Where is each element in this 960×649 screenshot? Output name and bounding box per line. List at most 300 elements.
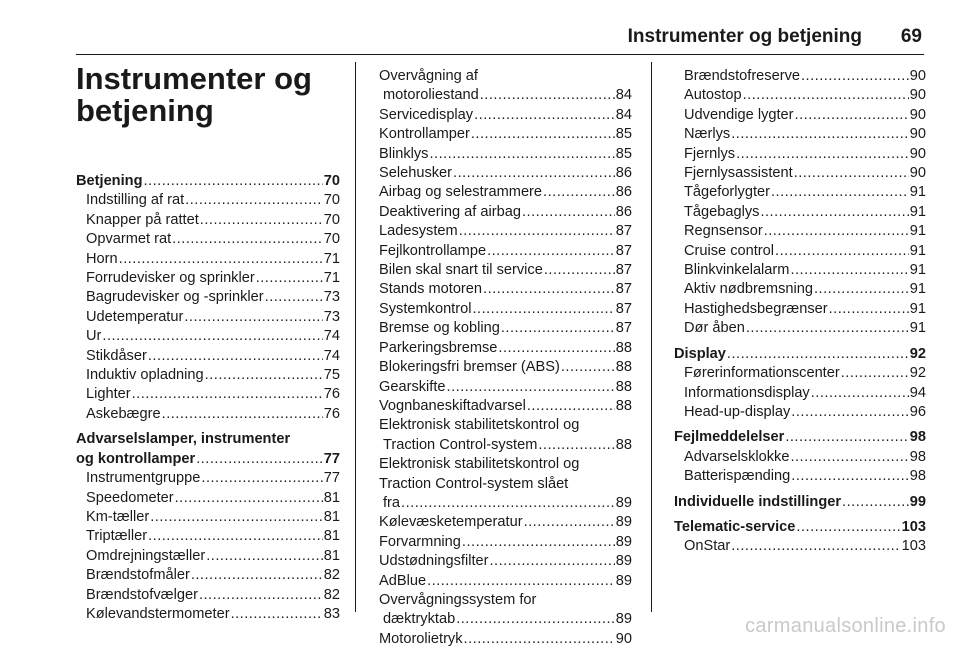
toc-entry[interactable] (674, 384, 926, 403)
toc-column-1 (76, 172, 340, 624)
toc-entry[interactable] (674, 448, 926, 467)
toc-entry-label: Airbag og selestrammere (379, 184, 543, 201)
toc-entry[interactable] (379, 572, 632, 591)
dot-leader (795, 106, 909, 125)
toc-entry[interactable] (379, 397, 632, 416)
toc-entry-label: Knapper på rattet (86, 211, 199, 228)
toc-entry-label: Triptæller (86, 528, 148, 545)
toc-entry-label: Km-tæller (86, 508, 150, 525)
toc-entry-label: dæktryktab (383, 611, 456, 628)
toc-entry-page-number: 87 (615, 300, 632, 317)
toc-entry-label: Ladesystem (379, 223, 458, 240)
toc-entry[interactable] (76, 385, 340, 404)
dot-leader (401, 494, 615, 513)
dot-leader (771, 183, 909, 202)
toc-entry-page-number: 70 (323, 211, 340, 228)
toc-entry-label: Hastighedsbegrænser (684, 300, 828, 317)
toc-entry[interactable] (76, 547, 340, 566)
toc-entry-page-number: 90 (909, 68, 926, 84)
dot-leader (764, 222, 909, 241)
dot-leader (790, 448, 908, 467)
toc-entry-label: Ur (86, 328, 102, 345)
toc-entry[interactable] (379, 630, 632, 649)
dot-leader (206, 547, 323, 566)
toc-entry[interactable] (674, 125, 926, 144)
page-header (76, 22, 924, 55)
toc-entry[interactable] (76, 566, 340, 585)
header-page-number: 69 (900, 26, 922, 47)
toc-entry-label: Fjernlys (684, 145, 736, 162)
column-divider-1 (355, 62, 356, 612)
dot-leader (746, 319, 909, 338)
toc-entry-page-number: 81 (323, 489, 340, 506)
dot-leader (200, 211, 323, 230)
toc-entry-label: Askebægre (86, 405, 161, 422)
toc-entry[interactable] (76, 405, 340, 424)
toc-entry[interactable] (674, 203, 926, 222)
toc-entry-label-line: Advarselslamper, instrumenter (76, 431, 291, 448)
toc-entry-page-number: 92 (909, 365, 926, 382)
toc-entry[interactable] (76, 586, 340, 605)
toc-entry-page-number: 84 (615, 106, 632, 123)
toc-entry-label: Blokeringsfri bremser (ABS) (379, 359, 560, 376)
toc-entry[interactable] (379, 533, 632, 552)
dot-leader (459, 222, 615, 241)
toc-entry-label: Bilen skal snart til service (379, 262, 543, 279)
dot-leader (483, 280, 615, 299)
toc-entry-page-number: 84 (615, 87, 632, 104)
toc-entry[interactable] (674, 183, 926, 202)
toc-entry-label: Speedometer (86, 489, 174, 506)
toc-entry[interactable] (379, 145, 632, 164)
dot-leader (191, 566, 323, 585)
dot-leader (490, 552, 615, 571)
toc-entry[interactable] (674, 280, 926, 299)
toc-entry-page-number: 91 (909, 223, 926, 240)
toc-entry[interactable] (674, 261, 926, 280)
toc-entry-page-number: 70 (323, 173, 340, 189)
toc-entry-page-number: 92 (909, 345, 926, 362)
toc-entry-page-number: 98 (909, 429, 926, 446)
toc-entry-label: Forrudevisker og sprinkler (86, 270, 255, 287)
toc-entry[interactable] (674, 319, 926, 338)
toc-entry-page-number: 103 (901, 518, 926, 535)
toc-entry-label: Batterispænding (684, 468, 791, 485)
toc-entry-label: Indstilling af rat (86, 192, 185, 209)
toc-entry-page-number: 87 (615, 320, 632, 337)
toc-entry-label: motoroliestand (383, 87, 479, 104)
dot-leader (201, 469, 322, 488)
toc-entry-label: Horn (86, 250, 118, 267)
toc-entry[interactable] (76, 211, 340, 230)
toc-entry[interactable] (674, 428, 926, 447)
toc-entry-label: Fjernlysassistent (684, 165, 793, 182)
toc-entry-label: Tågebaglys (684, 203, 760, 220)
dot-leader (543, 183, 615, 202)
dot-leader (731, 537, 900, 556)
toc-entry[interactable] (379, 591, 632, 630)
dot-leader (143, 172, 322, 191)
toc-entry-label: Servicedisplay (379, 106, 474, 123)
dot-leader (791, 467, 908, 486)
dot-leader (119, 250, 323, 269)
toc-entry[interactable] (76, 288, 340, 307)
dot-leader (538, 436, 614, 455)
dot-leader (829, 300, 909, 319)
dot-leader (184, 308, 322, 327)
toc-entry-label: Instrumentgruppe (86, 470, 201, 487)
toc-entry-page-number: 83 (323, 605, 340, 622)
toc-entry[interactable] (379, 552, 632, 571)
toc-entry-page-number: 90 (909, 87, 926, 104)
toc-entry[interactable] (674, 222, 926, 241)
dot-leader (841, 364, 909, 383)
toc-entry-label: Vognbaneskiftadvarsel (379, 397, 526, 414)
dot-leader (472, 300, 614, 319)
toc-entry-page-number: 74 (323, 347, 340, 364)
toc-entry[interactable] (76, 489, 340, 508)
toc-entry-page-number: 75 (323, 367, 340, 384)
dot-leader (132, 385, 323, 404)
toc-entry-label: Regnsensor (684, 223, 763, 240)
dot-leader (150, 508, 323, 527)
toc-entry-page-number: 73 (323, 289, 340, 306)
toc-entry[interactable] (379, 203, 632, 222)
toc-entry-label: Bagrudevisker og -sprinkler (86, 289, 264, 306)
toc-entry-label: Selehusker (379, 165, 453, 182)
toc-entry-label: Kølevæsketemperatur (379, 514, 523, 531)
toc-entry-label: Betjening (76, 173, 143, 189)
toc-entry[interactable] (674, 403, 926, 422)
toc-entry-label: Motorolietryk (379, 630, 463, 647)
dot-leader (429, 145, 614, 164)
toc-entry-label-line: Overvågning af (379, 68, 478, 84)
toc-entry-page-number: 73 (323, 308, 340, 325)
toc-entry-page-number: 82 (323, 586, 340, 603)
toc-entry-page-number: 96 (909, 403, 926, 420)
toc-entry[interactable] (674, 518, 926, 537)
toc-entry-label: Udvendige lygter (684, 106, 794, 123)
toc-entry-page-number: 88 (615, 378, 632, 395)
toc-entry-page-number: 71 (323, 270, 340, 287)
toc-entry[interactable] (674, 493, 926, 512)
toc-entry-page-number: 88 (615, 339, 632, 356)
dot-leader (162, 405, 323, 424)
dot-leader (462, 533, 615, 552)
toc-column-3 (674, 67, 926, 557)
toc-entry-page-number: 82 (323, 567, 340, 584)
toc-entry[interactable] (379, 261, 632, 280)
toc-entry-page-number: 91 (909, 262, 926, 279)
toc-entry-label: Kølevandstermometer (86, 605, 230, 622)
toc-entry-label: Advarselsklokke (684, 448, 790, 465)
toc-entry-page-number: 91 (909, 281, 926, 298)
toc-entry-label-line: Elektronisk stabilitetskontrol og (379, 417, 580, 434)
toc-entry[interactable] (674, 242, 926, 261)
toc-entry-page-number: 87 (615, 262, 632, 279)
toc-entry-page-number: 89 (615, 514, 632, 531)
toc-entry-page-number: 70 (323, 192, 340, 209)
toc-entry-label: Aktiv nødbremsning (684, 281, 813, 298)
toc-entry-label: Brændstofvælger (86, 586, 198, 603)
dot-leader (199, 586, 323, 605)
toc-entry-page-number: 103 (901, 538, 926, 555)
toc-entry[interactable] (379, 339, 632, 358)
toc-entry-label: Brændstofreserve (684, 68, 800, 84)
toc-entry-label: Induktiv opladning (86, 367, 204, 384)
dot-leader (790, 261, 908, 280)
toc-entry-page-number: 76 (323, 386, 340, 403)
dot-leader (231, 605, 323, 624)
toc-entry-label: Opvarmet rat (86, 231, 172, 248)
dot-leader (471, 125, 615, 144)
toc-entry-label: Udstødningsfilter (379, 553, 489, 570)
toc-entry-page-number: 91 (909, 320, 926, 337)
toc-entry-page-number: 85 (615, 145, 632, 162)
toc-entry-page-number: 70 (323, 231, 340, 248)
dot-leader (801, 67, 909, 86)
toc-entry[interactable] (674, 67, 926, 86)
dot-leader (480, 86, 615, 105)
dot-leader (205, 366, 323, 385)
toc-entry-label: Lighter (86, 386, 131, 403)
toc-entry[interactable] (76, 191, 340, 210)
toc-entry-page-number: 90 (615, 630, 632, 647)
dot-leader (196, 450, 323, 469)
toc-entry[interactable] (379, 67, 632, 106)
dot-leader (172, 230, 323, 249)
toc-entry-page-number: 89 (615, 611, 632, 628)
toc-entry-page-number: 89 (615, 553, 632, 570)
toc-entry-page-number: 77 (323, 470, 340, 487)
toc-entry-label: AdBlue (379, 572, 427, 589)
dot-leader (775, 242, 909, 261)
dot-leader (102, 327, 322, 346)
toc-entry[interactable] (76, 269, 340, 288)
dot-leader (474, 106, 615, 125)
toc-entry-label: Kontrollamper (379, 126, 470, 143)
toc-entry-page-number: 90 (909, 145, 926, 162)
toc-entry[interactable] (674, 106, 926, 125)
toc-entry[interactable] (379, 106, 632, 125)
toc-entry[interactable] (379, 455, 632, 513)
toc-entry-page-number: 81 (323, 528, 340, 545)
toc-entry[interactable] (76, 508, 340, 527)
toc-entry[interactable] (76, 347, 340, 366)
dot-leader (561, 358, 615, 377)
dot-leader (796, 518, 900, 537)
toc-entry-page-number: 89 (615, 572, 632, 589)
dot-leader (427, 572, 615, 591)
toc-entry-label: Bremse og kobling (379, 320, 500, 337)
toc-entry-label: Display (674, 345, 726, 362)
dot-leader (501, 319, 615, 338)
toc-entry-label: Udetemperatur (86, 308, 184, 325)
toc-entry-label: Cruise control (684, 242, 775, 259)
dot-leader (794, 164, 909, 183)
toc-entry-page-number: 91 (909, 184, 926, 201)
toc-entry[interactable] (674, 300, 926, 319)
dot-leader (148, 347, 323, 366)
toc-entry[interactable] (76, 308, 340, 327)
dot-leader (842, 493, 909, 512)
toc-entry-label: Blinkvinkelalarm (684, 262, 790, 279)
toc-entry-label: Head-up-display (684, 403, 791, 420)
toc-entry-label-line: Overvågningssystem for (379, 591, 537, 608)
toc-entry-label: Omdrejningstæller (86, 547, 206, 564)
toc-entry-page-number: 91 (909, 242, 926, 259)
toc-entry[interactable] (674, 86, 926, 105)
dot-leader (727, 345, 909, 364)
dot-leader (456, 610, 615, 629)
toc-entry-page-number: 87 (615, 223, 632, 240)
toc-entry-label: Parkeringsbremse (379, 339, 498, 356)
toc-entry-page-number: 89 (615, 533, 632, 550)
toc-entry[interactable] (76, 327, 340, 346)
dot-leader (814, 280, 909, 299)
toc-entry[interactable] (379, 183, 632, 202)
toc-entry[interactable] (379, 300, 632, 319)
toc-entry-page-number: 90 (909, 165, 926, 182)
toc-entry-label-line: Traction Control-system slået (379, 475, 569, 492)
toc-entry[interactable] (76, 469, 340, 488)
toc-entry-page-number: 91 (909, 203, 926, 220)
toc-entry-label: Førerinformationscenter (684, 365, 840, 382)
dot-leader (522, 203, 615, 222)
toc-entry-page-number: 87 (615, 242, 632, 259)
toc-entry[interactable] (76, 366, 340, 385)
toc-entry-label: Dør åben (684, 320, 745, 337)
dot-leader (785, 428, 908, 447)
dot-leader (148, 527, 323, 546)
toc-entry-label: Tågeforlygter (684, 184, 770, 201)
toc-entry[interactable] (674, 145, 926, 164)
dot-leader (256, 269, 323, 288)
dot-leader (743, 86, 909, 105)
toc-entry[interactable] (379, 125, 632, 144)
toc-entry-label: OnStar (684, 538, 731, 555)
dot-leader (760, 203, 908, 222)
toc-column-2 (379, 67, 632, 649)
toc-entry-label: Traction Control-system (383, 436, 538, 453)
toc-entry-label: Individuelle indstillinger (674, 493, 842, 510)
dot-leader (544, 261, 615, 280)
toc-entry[interactable] (76, 430, 340, 469)
toc-entry[interactable] (379, 358, 632, 377)
toc-entry-page-number: 71 (323, 250, 340, 267)
toc-entry-page-number: 81 (323, 508, 340, 525)
watermark: carmanualsonline.info (745, 615, 946, 637)
toc-entry-page-number: 94 (909, 384, 926, 401)
dot-leader (527, 397, 615, 416)
dot-leader (487, 242, 615, 261)
toc-entry[interactable] (76, 527, 340, 546)
toc-entry-label: Stikdåser (86, 347, 147, 364)
dot-leader (175, 489, 323, 508)
toc-entry[interactable] (674, 164, 926, 183)
toc-entry[interactable] (76, 230, 340, 249)
toc-entry-label: Fejlmeddelelser (674, 429, 785, 446)
toc-entry-label: Stands motoren (379, 281, 483, 298)
toc-entry[interactable] (76, 605, 340, 624)
dot-leader (731, 125, 909, 144)
toc-entry-page-number: 88 (615, 359, 632, 376)
toc-entry-page-number: 85 (615, 126, 632, 143)
toc-entry-page-number: 88 (615, 397, 632, 414)
toc-entry-page-number: 76 (323, 405, 340, 422)
toc-entry[interactable] (76, 250, 340, 269)
toc-entry-label: Informationsdisplay (684, 384, 810, 401)
dot-leader (524, 513, 615, 532)
toc-entry-page-number: 90 (909, 106, 926, 123)
section-title: Instrumenter og betjening (76, 61, 312, 128)
dot-leader (265, 288, 323, 307)
toc-entry-label: Gearskifte (379, 378, 446, 395)
toc-entry[interactable] (674, 345, 926, 364)
toc-entry-label: Fejlkontrollampe (379, 242, 487, 259)
toc-entry-page-number: 86 (615, 203, 632, 220)
toc-entry[interactable] (379, 222, 632, 241)
toc-entry-label-line: Elektronisk stabilitetskontrol og (379, 456, 580, 473)
toc-entry-label: fra (383, 494, 401, 511)
dot-leader (464, 630, 615, 649)
dot-leader (453, 164, 615, 183)
toc-entry-page-number: 98 (909, 468, 926, 485)
toc-entry[interactable] (379, 378, 632, 397)
toc-entry-page-number: 74 (323, 328, 340, 345)
toc-entry[interactable] (379, 164, 632, 183)
toc-entry-label: Blinklys (379, 145, 429, 162)
column-divider-2 (651, 62, 652, 612)
toc-entry-page-number: 88 (615, 436, 632, 453)
toc-entry-page-number: 90 (909, 126, 926, 143)
toc-entry-page-number: 91 (909, 300, 926, 317)
toc-entry-label: Forvarmning (379, 533, 461, 550)
toc-entry[interactable] (379, 319, 632, 338)
toc-entry-page-number: 98 (909, 448, 926, 465)
dot-leader (736, 145, 909, 164)
toc-entry[interactable] (379, 416, 632, 455)
toc-entry[interactable] (379, 513, 632, 532)
dot-leader (811, 384, 909, 403)
header-title: Instrumenter og betjening (627, 26, 862, 47)
toc-entry-page-number: 89 (615, 494, 632, 511)
toc-entry-page-number: 77 (323, 450, 340, 467)
dot-leader (447, 378, 615, 397)
toc-entry-page-number: 81 (323, 547, 340, 564)
toc-entry-label: Brændstofmåler (86, 567, 190, 584)
toc-entry-page-number: 86 (615, 165, 632, 182)
toc-entry[interactable] (674, 537, 926, 556)
toc-entry-label: Nærlys (684, 126, 731, 143)
toc-entry[interactable] (674, 364, 926, 383)
toc-entry[interactable] (379, 280, 632, 299)
dot-leader (185, 191, 323, 210)
toc-entry-label: og kontrollamper (76, 450, 196, 467)
toc-entry-label: Autostop (684, 87, 742, 104)
toc-entry[interactable] (674, 467, 926, 486)
toc-entry[interactable] (76, 172, 340, 191)
toc-entry-label: Systemkontrol (379, 300, 472, 317)
dot-leader (498, 339, 614, 358)
toc-entry-page-number: 87 (615, 281, 632, 298)
toc-entry-label: Telematic-service (674, 518, 796, 535)
dot-leader (791, 403, 908, 422)
toc-entry-page-number: 99 (909, 493, 926, 510)
toc-entry-page-number: 86 (615, 184, 632, 201)
toc-entry[interactable] (379, 242, 632, 261)
toc-entry-label: Deaktivering af airbag (379, 203, 521, 220)
